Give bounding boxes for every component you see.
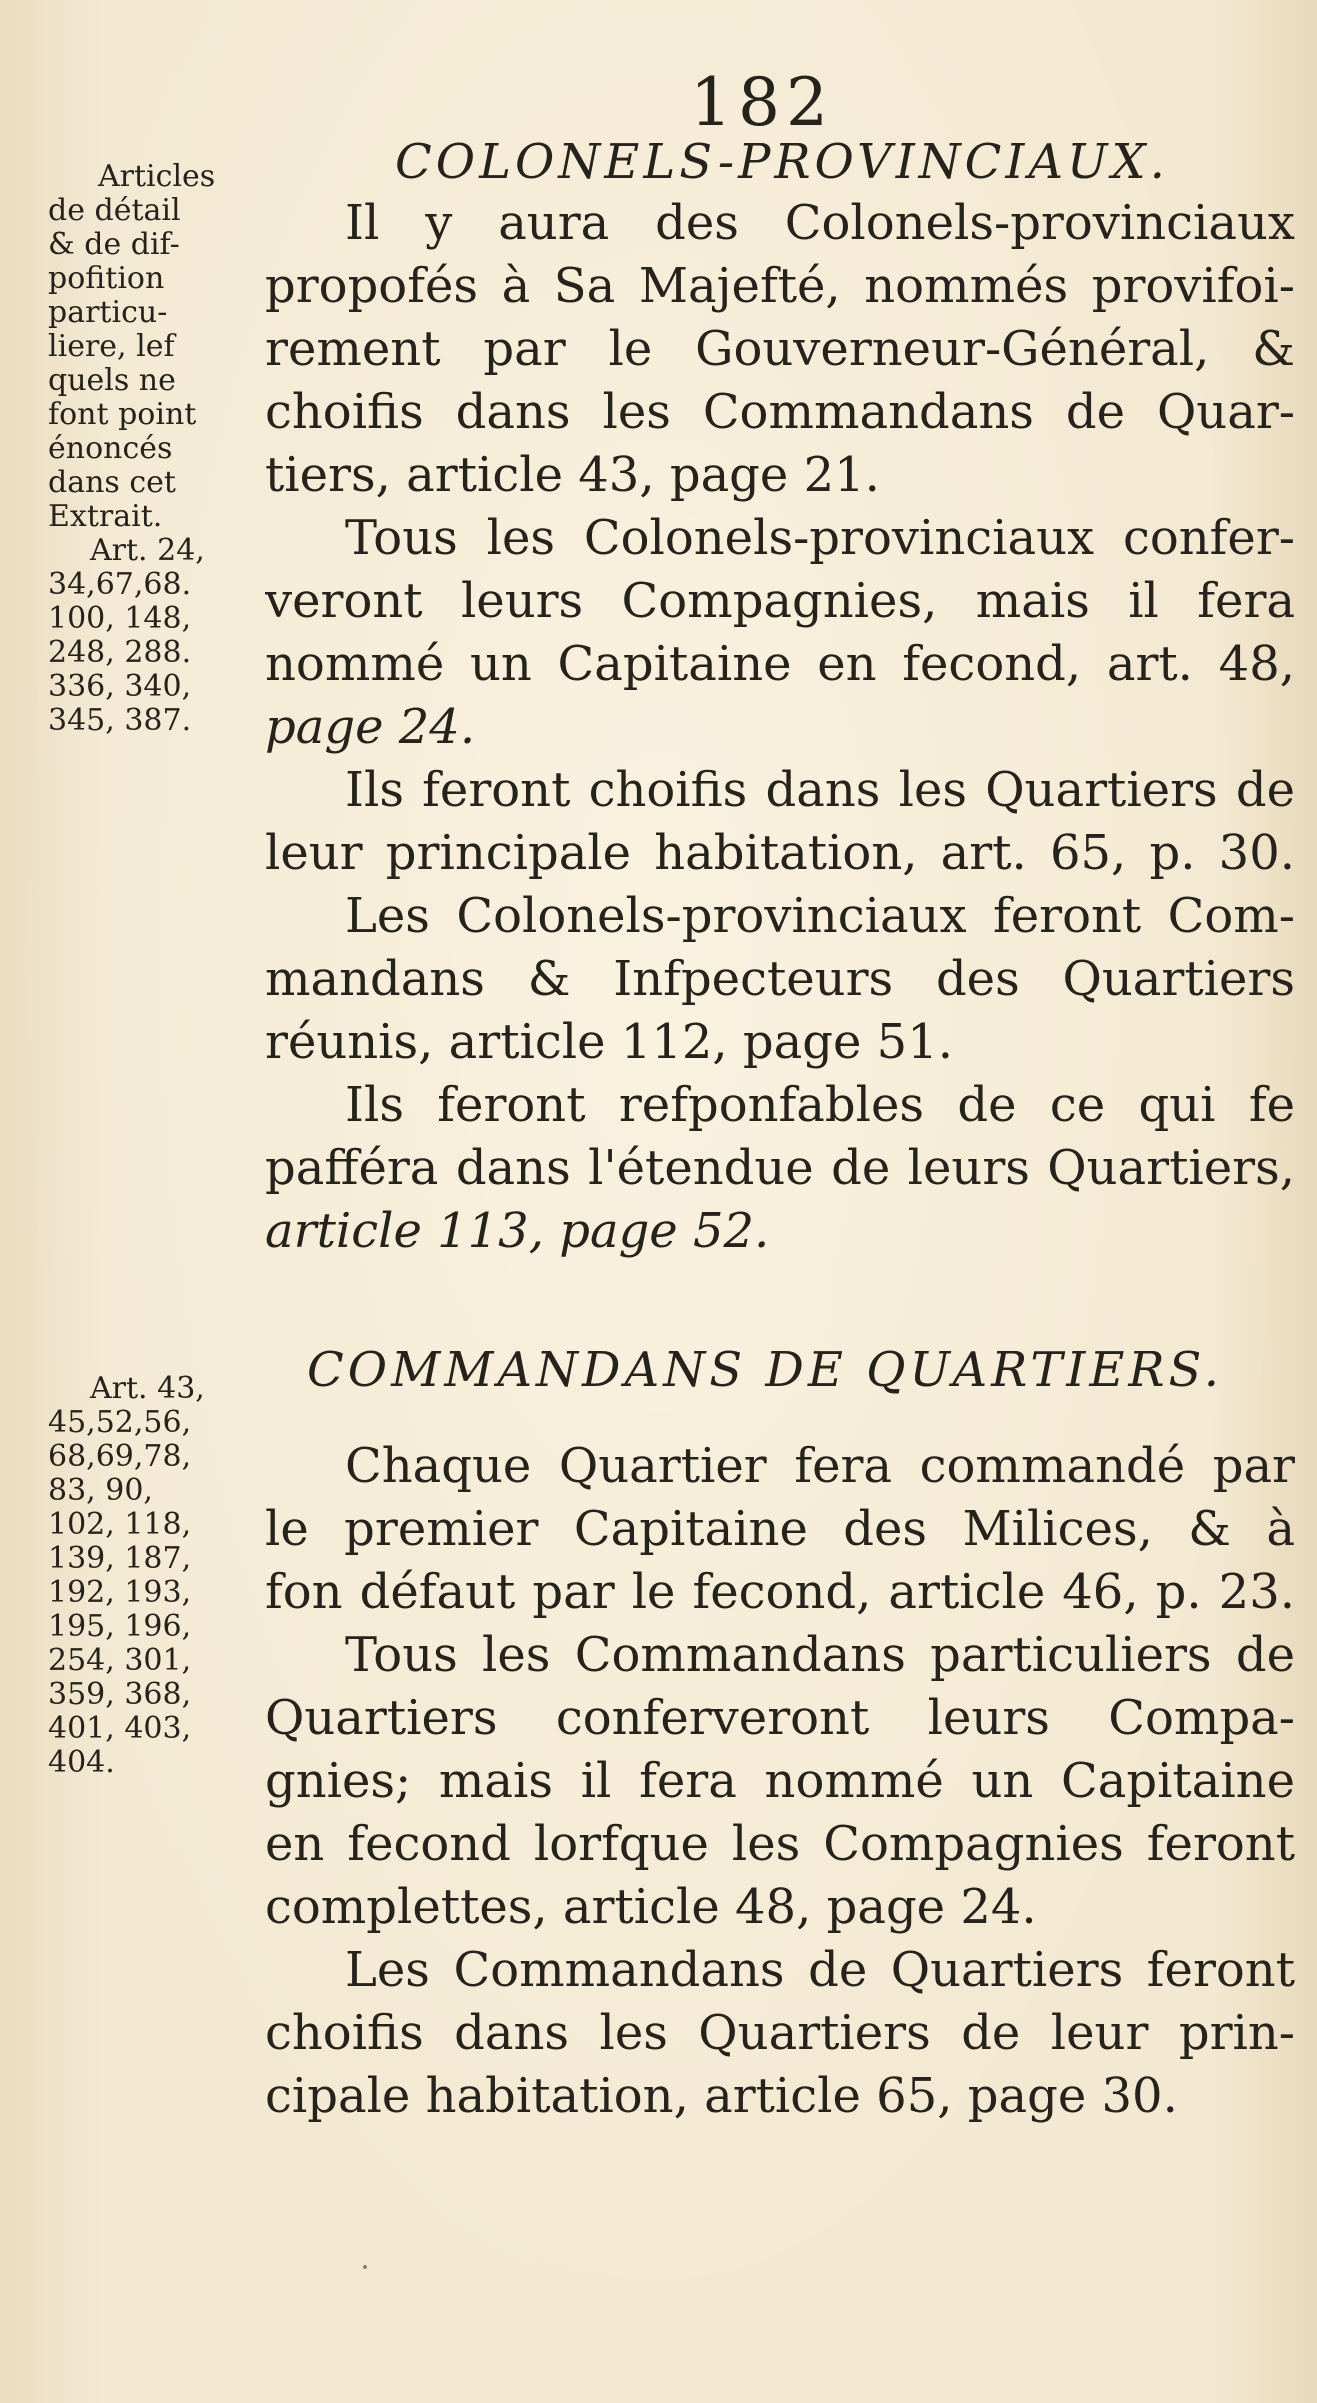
margin-line: Extrait. [48,500,163,534]
text-line: article 113, page 52. [265,1203,770,1259]
text-line: en fecond lorfque les Compagnies feront [265,1816,1295,1872]
margin-line: 336, 340, [48,670,192,704]
margin-line: 68,69,78, [48,1440,192,1474]
paragraph [265,1435,1295,1624]
text-line: page 24. [265,699,476,755]
margin-line: & de dif- [48,228,180,262]
margin-line: 248, 288. [48,636,192,670]
margin-line: énoncés [48,432,173,466]
margin-line: 192, 193, [48,1576,192,1610]
margin-line: 139, 187, [48,1542,192,1576]
text-line: Quartiers conferveront leurs Compa- [265,1690,1295,1746]
text-line: Tous les Colonels-provinciaux confer- [345,510,1295,566]
text-line: choifis dans les Commandans de Quar- [265,384,1295,440]
margin-line: 345, 387. [48,704,192,738]
page-number: 182 [690,64,834,141]
section-heading: COLONELS-PROVINCIAUX. [395,134,1169,190]
text-line: Il y aura des Colonels-provinciaux [345,195,1295,251]
text-line: mandans & Infpecteurs des Quartiers [265,951,1295,1007]
margin-line: 254, 301, [48,1644,192,1678]
text-line: nommé un Capitaine en fecond, art. 48, [265,636,1295,692]
paragraph [265,1624,1295,1939]
section-colonels-provinciaux [265,132,1295,1263]
text-line: Chaque Quartier fera commandé par [345,1438,1295,1494]
paragraph [265,1939,1295,2128]
paragraph [265,885,1295,1074]
section-heading: COMMANDANS DE QUARTIERS. [307,1342,1223,1398]
text-line: fon défaut par le fecond, article 46, p. 23. [265,1564,1295,1620]
margin-line: 34,67,68. [48,568,192,602]
paragraph [265,759,1295,885]
margin-line: pofition [48,262,165,296]
text-line: pafféra dans l'étendue de leurs Quartiers, [265,1140,1295,1196]
margin-line: Articles [98,160,216,194]
margin-line: 100, 148, [48,602,192,636]
marginal-note-1 [48,160,215,738]
text-line: Ils feront refponfables de ce qui fe [345,1077,1295,1133]
margin-line: liere, lef [48,330,175,364]
text-line: tiers, article 43, page 21. [265,447,880,503]
text-line: complettes, article 48, page 24. [265,1879,1037,1935]
section-commandans-de-quartiers [265,1340,1295,2128]
text-line: réunis, article 112, page 51. [265,1014,953,1070]
margin-line: font point [48,398,197,432]
marginal-note-2 [48,1372,205,1780]
margin-line: 404. [48,1746,115,1780]
text-line: le premier Capitaine des Milices, & à [265,1501,1295,1557]
text-line: propofés à Sa Majefté, nommés provifoi- [265,258,1295,314]
margin-line: 102, 118, [48,1508,192,1542]
text-line: cipale habitation, article 65, page 30. [265,2068,1178,2124]
paragraph [265,507,1295,759]
text-line: Les Colonels-provinciaux feront Com- [345,888,1295,944]
text-line: choifis dans les Quartiers de leur prin- [265,2005,1295,2061]
margin-line: de détail [48,194,181,228]
margin-line: particu- [48,296,168,330]
paragraph [265,192,1295,507]
text-line: leur principale habitation, art. 65, p. 30. [265,825,1295,881]
margin-line: Art. 24, [90,534,205,568]
margin-line: 195, 196, [48,1610,192,1644]
margin-line: dans cet [48,466,176,500]
margin-line: Art. 43, [90,1372,205,1406]
text-line: Ils feront choifis dans les Quartiers de [345,762,1295,818]
margin-line: 401, 403, [48,1712,192,1746]
paragraph [265,1074,1295,1263]
text-line: veront leurs Compagnies, mais il fera [265,573,1295,629]
margin-line: 359, 368, [48,1678,192,1712]
margin-line: quels ne [48,364,176,398]
text-line: rement par le Gouverneur-Général, & [265,321,1295,377]
text-line: Tous les Commandans particuliers de [345,1627,1295,1683]
margin-line: 45,52,56, [48,1406,192,1440]
ink-speck [363,2265,367,2269]
text-line: Les Commandans de Quartiers feront [345,1942,1295,1998]
text-line: gnies; mais il fera nommé un Capitaine [265,1753,1295,1809]
margin-line: 83, 90, [48,1474,153,1508]
